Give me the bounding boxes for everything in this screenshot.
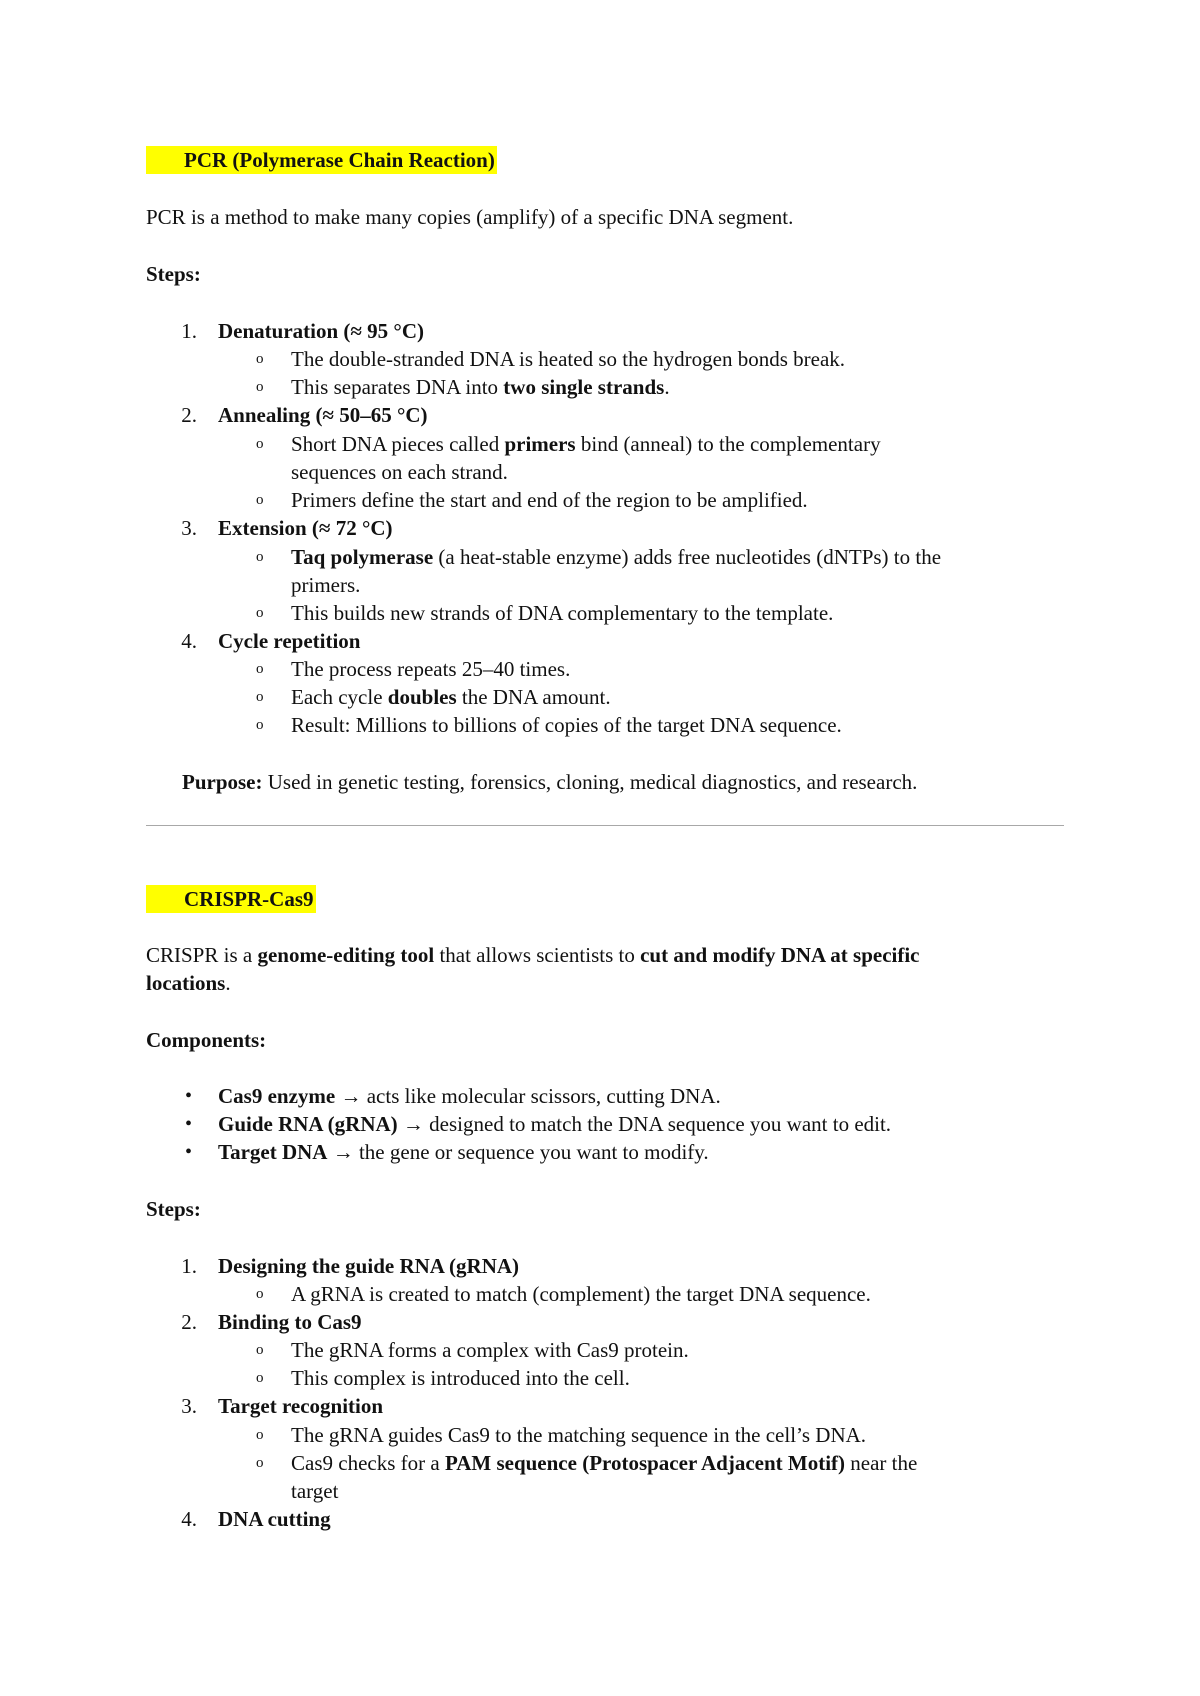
bullet-marker-icon: o [256, 1370, 264, 1386]
pcr-intro: PCR is a method to make many copies (amplify) of a specific DNA segment. [146, 205, 794, 229]
list-item-continuation: primers. [291, 573, 361, 597]
list-item: This builds new strands of DNA complementary to the template. [291, 601, 834, 625]
pcr-step-1-title: Denaturation (≈ 95 °C) [218, 319, 424, 343]
list-item: The double-stranded DNA is heated so the hydrogen bonds break. [291, 347, 846, 371]
bullet-marker-icon: o [256, 1427, 264, 1443]
bullet-marker-icon: o [256, 605, 264, 621]
crispr-step-1-number: 1. [181, 1254, 197, 1278]
bullet-marker-icon: o [256, 492, 264, 508]
crispr-step-1-title: Designing the guide RNA (gRNA) [218, 1254, 520, 1278]
list-item: Each cycle doubles the DNA amount. [291, 685, 611, 709]
bullet-marker-icon: o [256, 661, 264, 677]
bullet-marker-icon: o [256, 549, 264, 565]
bullet-marker-icon: o [256, 717, 264, 733]
bullet-marker-icon: o [256, 351, 264, 367]
list-item: Result: Millions to billions of copies of the target DNA sequence. [291, 713, 842, 737]
list-item: Taq polymerase (a heat-stable enzyme) adds free nucleotides (dNTPs) to the [291, 545, 942, 569]
crispr-steps-label: Steps: [146, 1197, 201, 1221]
pcr-step-4-number: 4. [181, 629, 197, 653]
crispr-intro-continuation: locations. [146, 971, 231, 995]
crispr-step-3-number: 3. [181, 1394, 197, 1418]
crispr-intro: CRISPR is a genome-editing tool that allows scientists to cut and modify DNA at specific [146, 943, 920, 967]
crispr-step-3-title: Target recognition [218, 1394, 384, 1418]
list-item: Cas9 enzyme → acts like molecular scissors, cutting DNA. [218, 1084, 721, 1108]
pcr-step-2-title: Annealing (≈ 50–65 °C) [218, 403, 428, 427]
bullet-marker-icon: o [256, 1455, 264, 1471]
bullet-marker-icon: o [256, 1342, 264, 1358]
list-item: Guide RNA (gRNA) → designed to match the DNA sequence you want to edit. [218, 1112, 892, 1136]
crispr-step-2-number: 2. [181, 1310, 197, 1334]
list-item-continuation: target [291, 1479, 339, 1503]
list-item: Cas9 checks for a PAM sequence (Protospacer Adjacent Motif) near the [291, 1451, 918, 1475]
list-item: This complex is introduced into the cell. [291, 1366, 630, 1390]
section-divider [146, 825, 1064, 826]
list-item: Target DNA → the gene or sequence you want to modify. [218, 1140, 709, 1164]
pcr-steps-label: Steps: [146, 262, 201, 286]
pcr-step-3-number: 3. [181, 516, 197, 540]
list-item: A gRNA is created to match (complement) the target DNA sequence. [291, 1282, 871, 1306]
bullet-marker-icon: o [256, 436, 264, 452]
crispr-step-4-number: 4. [181, 1507, 197, 1531]
pcr-heading: PCR (Polymerase Chain Reaction) [146, 146, 497, 174]
bullet-marker-icon: o [256, 689, 264, 705]
crispr-step-2-title: Binding to Cas9 [218, 1310, 362, 1334]
list-item-continuation: sequences on each strand. [291, 460, 508, 484]
crispr-step-4-title: DNA cutting [218, 1507, 331, 1531]
bullet-icon: • [185, 1141, 193, 1163]
pcr-step-3-title: Extension (≈ 72 °C) [218, 516, 393, 540]
list-item: Short DNA pieces called primers bind (anneal) to the complementary [291, 432, 881, 456]
bullet-icon: • [185, 1085, 193, 1107]
list-item: The process repeats 25–40 times. [291, 657, 571, 681]
pcr-step-1-number: 1. [181, 319, 197, 343]
list-item: Primers define the start and end of the region to be amplified. [291, 488, 808, 512]
list-item: This separates DNA into two single strands. [291, 375, 670, 399]
list-item: The gRNA guides Cas9 to the matching sequence in the cell’s DNA. [291, 1423, 867, 1447]
crispr-components-label: Components: [146, 1028, 267, 1052]
bullet-icon: • [185, 1113, 193, 1135]
pcr-step-2-number: 2. [181, 403, 197, 427]
pcr-purpose: Purpose: Used in genetic testing, forensics, cloning, medical diagnostics, and research. [182, 770, 918, 794]
pcr-step-4-title: Cycle repetition [218, 629, 361, 653]
crispr-heading: CRISPR-Cas9 [146, 885, 316, 913]
bullet-marker-icon: o [256, 1286, 264, 1302]
list-item: The gRNA forms a complex with Cas9 protein. [291, 1338, 689, 1362]
bullet-marker-icon: o [256, 379, 264, 395]
